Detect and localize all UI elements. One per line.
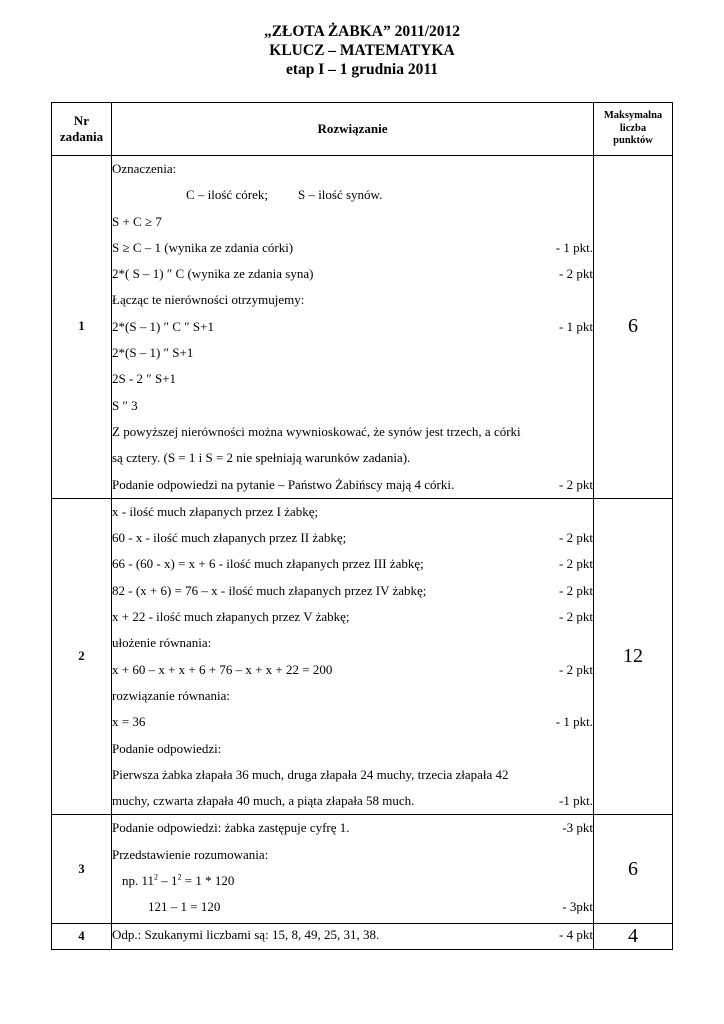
- task-number: 2: [52, 498, 112, 815]
- points-label: - 4 pkt: [559, 927, 593, 943]
- task-solution: x - ilość much złapanych przez I żabkę; 60 - x - ilość much złapanych przez II żabkę; - 2 pkt 66 - (60 - x) = x + 6 - ilość much złapanych przez III żabkę; - 2 pkt 82 - (x + 6) = 76 – x - ilość much złapanych przez IV żabkę; - 2 pkt x + 22 - ilość much złapanych przez V żabkę; - 2 pkt ułożenie równania: x + 60 – x + x + 6 + 76 – x + x + 22 = 200 - 2 pkt rozwiązanie równania: x = 36 - 1 pkt. Podanie odpowiedzi: Pierwsza żabka złapała 36 much, druga złapała 24 muchy, trzecia złapała 42 muchy, czwarta złapała 40 much, a piąta złapała 58 much. -1 pkt.: [112, 498, 594, 815]
- table-row-task-3: [52, 815, 673, 924]
- points-label: - 1 pkt.: [555, 714, 593, 730]
- task-solution: Odp.: Szukanymi liczbami są: 15, 8, 49, 25, 31, 38. - 4 pkt: [112, 924, 594, 950]
- points-label: - 1 pkt.: [555, 239, 593, 255]
- table-header-row: [52, 103, 673, 156]
- task-solution: Oznaczenia: C – ilość córek; S – ilość synów. S + C ≥ 7 S ≥ C – 1 (wynika ze zdania córki) - 1 pkt. 2*( S – 1) ″ C (wynika ze zdania syna) - 2 pkt Łącząc te nierówności otrzymujemy: 2*(S – 1) ″ C ″ S+1 - 1 pkt 2*(S – 1) ″ S+1 2S - 2 ″ S+1 S ″ 3 Z powyższej nierówności można wywnioskować, że synów jest trzech, a córki są cztery. (S = 1 i S = 2 nie spełniają warunków zadania). Podanie odpowiedzi na pytanie – Państwo Żabińscy mają 4 córki. - 2 pkt: [112, 156, 594, 499]
- task-max-points: 6: [594, 815, 673, 924]
- points-label: - 2 pkt: [559, 609, 593, 625]
- task-number: 4: [52, 924, 112, 950]
- points-label: -1 pkt.: [559, 793, 593, 809]
- task-max-points: 12: [594, 498, 673, 815]
- points-label: - 2 pkt: [559, 530, 593, 546]
- points-label: - 2 pkt: [559, 556, 593, 572]
- table-row-task-1: [52, 156, 673, 499]
- points-label: - 3pkt: [562, 899, 593, 915]
- table-row-task-2: [52, 498, 673, 815]
- header-date: etap I – 1 grudnia 2011: [285, 61, 438, 78]
- task-max-points: 4: [594, 924, 673, 950]
- task-number: 3: [52, 815, 112, 924]
- header-task-number: Nr zadania: [52, 103, 112, 156]
- answer-key-table: [51, 102, 673, 950]
- task-max-points: 6: [594, 156, 673, 499]
- table-row-task-4: [52, 924, 673, 950]
- points-label: - 2 pkt: [559, 266, 593, 282]
- points-label: - 2 pkt: [559, 582, 593, 598]
- header-max-points: Maksymalna liczba punktów: [594, 103, 673, 156]
- header-title: „ZŁOTA ŻABKA” 2011/2012: [263, 23, 461, 40]
- points-label: - 1 pkt: [559, 318, 593, 334]
- task-number: 1: [52, 156, 112, 499]
- header-subtitle: KLUCZ – MATEMATYKA: [269, 42, 455, 59]
- points-label: -3 pkt: [562, 820, 593, 836]
- points-label: - 2 pkt: [559, 476, 593, 492]
- task-solution: Podanie odpowiedzi: żabka zastępuje cyfrę 1. -3 pkt Przedstawienie rozumowania: np. $11^2 - 1^2 = 1 * 120$ 121 – 1 = 120 - 3pkt: [112, 815, 594, 924]
- document-header: [0, 22, 724, 79]
- points-label: - 2 pkt: [559, 661, 593, 677]
- header-solution: Rozwiązanie: [112, 103, 594, 156]
